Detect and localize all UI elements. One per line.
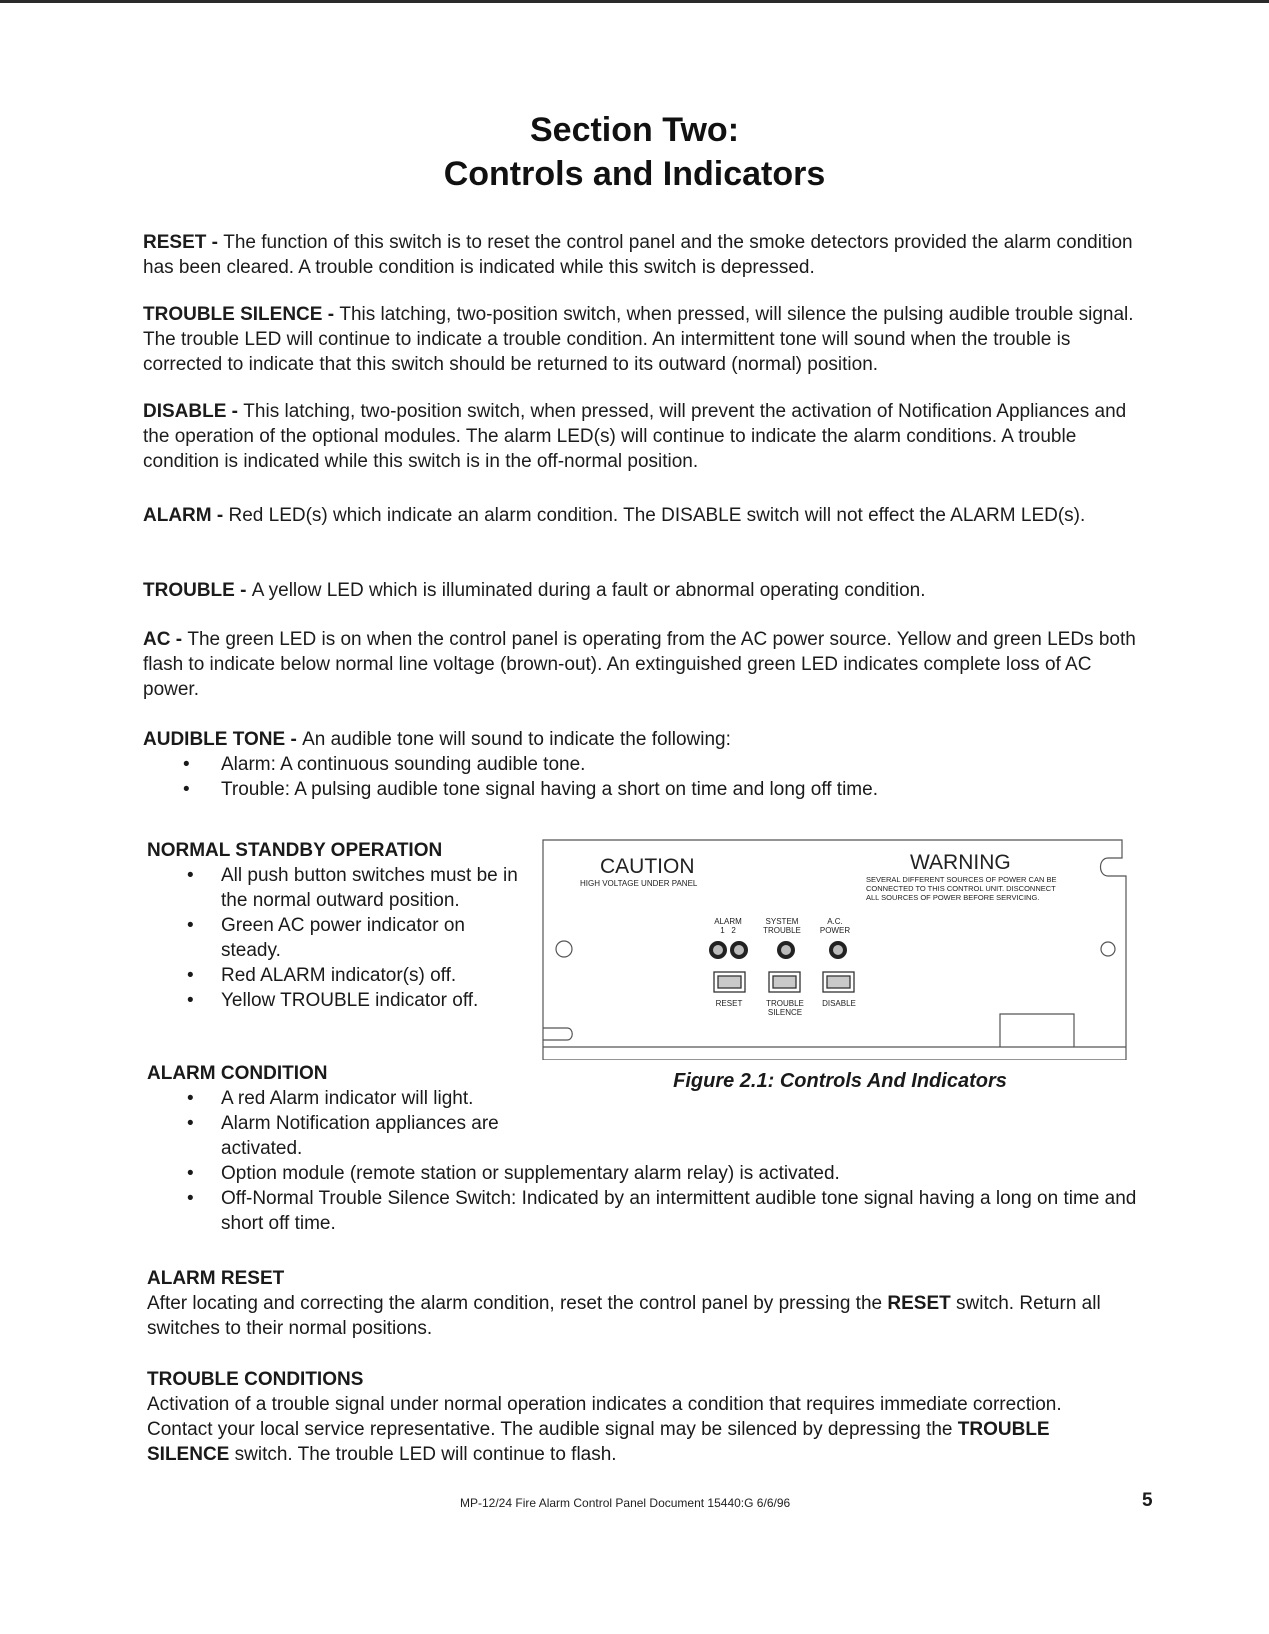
label-trouble: TROUBLE	[766, 999, 804, 1008]
footer: MP-12/24 Fire Alarm Control Panel Document 15440:G 6/6/96	[460, 1496, 791, 1510]
figure-caption: Figure 2.1: Controls And Indicators	[673, 1070, 1007, 1092]
label-system-trouble: TROUBLE	[763, 926, 801, 935]
entry-disable-text: This latching, two-position switch, when pressed, will prevent the activation of Notification Appliances and the operation of the optional modules. The alarm LED(s) will continue to indicate the alarm conditions. A trouble condition is indicated while this switch is in the off-normal position.	[143, 401, 1127, 472]
trouble-silence-bold: TROUBLE SILENCE	[147, 1419, 1050, 1465]
alarm-reset-section	[147, 1266, 1127, 1341]
alarm-condition-list-b	[147, 1161, 1147, 1236]
title-line-1: Section Two:	[529, 111, 740, 149]
trouble-silence-switch-face	[773, 976, 796, 988]
term-trouble: TROUBLE	[143, 580, 235, 601]
mounting-hole-right	[1101, 942, 1115, 956]
disable-switch-face	[827, 976, 850, 988]
alarm-reset-text: After locating and correcting the alarm condition, reset the control panel by pressing the RESET switch. Return all switches to their normal positions.	[147, 1293, 1101, 1339]
page-number: 5	[1142, 1490, 1153, 1511]
system-trouble-led-icon	[779, 943, 793, 957]
list-item: • Yellow TROUBLE indicator off.	[147, 988, 527, 1013]
audible-tone-intro: AUDIBLE TONE - An audible tone will sound to indicate the following:	[143, 729, 731, 750]
label-alarm-nums: 1 2	[720, 926, 736, 935]
title-line-2: Controls and Indicators	[443, 155, 826, 193]
alarm-condition-list-a	[147, 1086, 547, 1161]
label-system: SYSTEM	[765, 917, 799, 926]
alarm-condition-section	[147, 1061, 547, 1161]
term-audible-tone: AUDIBLE TONE	[143, 729, 286, 750]
label-silence: SILENCE	[767, 1008, 803, 1017]
entry-trouble-silence-text: This latching, two-position switch, when pressed, will silence the pulsing audible trouble signal. The trouble LED will continue to indicate a trouble condition. An intermittent tone will sound when the trouble is corrected to indicate that this switch should be returned to its outward (normal) position.	[143, 304, 1134, 375]
entry-trouble: TROUBLE - A yellow LED which is illuminated during a fault or abnormal operating condition.	[143, 580, 926, 601]
list-item: • Green AC power indicator on steady.	[147, 913, 527, 963]
mounting-hole-left	[556, 941, 572, 957]
ac-power-led-icon	[831, 943, 845, 957]
entry-alarm: ALARM - Red LED(s) which indicate an alarm condition. The DISABLE switch will not effect the ALARM LED(s).	[143, 505, 1086, 526]
list-item: • Alarm: A continuous sounding audible tone.	[143, 752, 1143, 777]
audible-tone-section	[143, 727, 1143, 802]
trouble-conditions-section	[147, 1367, 1127, 1467]
warning-title: WARNING	[910, 851, 1011, 874]
alarm-reset-heading: ALARM RESET	[147, 1268, 285, 1289]
entry-reset-text: The function of this switch is to reset the control panel and the smoke detectors provided the alarm condition has been cleared. A trouble condition is indicated while this switch is depressed.	[143, 232, 1133, 278]
reset-bold: RESET	[887, 1293, 951, 1314]
trouble-conditions-heading: TROUBLE CONDITIONS	[147, 1369, 364, 1390]
entry-ac: AC - The green LED is on when the control panel is operating from the AC power source. Yellow and green LEDs both flash to indicate below normal line voltage (brown-out). An extinguished green LED indicates complete loss of AC power.	[143, 629, 1136, 700]
list-item: • Off-Normal Trouble Silence Switch: Indicated by an intermittent audible tone signal having a long on time and short off time.	[147, 1186, 1147, 1236]
label-reset: RESET	[715, 999, 743, 1008]
audible-tone-list	[143, 752, 1143, 802]
alarm-condition-heading: ALARM CONDITION	[147, 1063, 328, 1084]
entry-trouble-text: A yellow LED which is illuminated during a fault or abnormal operating condition.	[251, 580, 926, 601]
warning-line-1: SEVERAL DIFFERENT SOURCES OF POWER CAN BE	[866, 875, 1057, 884]
warning-line-3: ALL SOURCES OF POWER BEFORE SERVICING.	[866, 893, 1040, 902]
term-alarm: ALARM	[143, 505, 212, 526]
alarm-condition-continued	[147, 1161, 1147, 1236]
audible-tone-text: An audible tone will sound to indicate the following:	[302, 729, 731, 750]
entry-disable: DISABLE - This latching, two-position switch, when pressed, will prevent the activation of Notification Appliances and the operation of the optional modules. The alarm LED(s) will continue to indicate the alarm conditions. A trouble condition is indicated while this switch is in the off-normal position.	[143, 401, 1127, 472]
label-alarm: ALARM	[714, 917, 742, 926]
warning-line-2: CONNECTED TO THIS CONTROL UNIT. DISCONNECT	[866, 884, 1056, 893]
caution-title: CAUTION	[600, 855, 695, 878]
list-item: • Trouble: A pulsing audible tone signal having a short on time and long off time.	[143, 777, 1143, 802]
list-item: • Red ALARM indicator(s) off.	[147, 963, 527, 988]
alarm-1-led-icon	[711, 943, 725, 957]
entry-ac-text: The green LED is on when the control panel is operating from the AC power source. Yellow and green LEDs both flash to indicate below normal line voltage (brown-out). An extinguished green LED indicates complete loss of AC power.	[143, 629, 1136, 700]
list-item: • A red Alarm indicator will light.	[147, 1086, 547, 1111]
normal-standby-section	[147, 838, 527, 1013]
term-reset: RESET	[143, 232, 207, 253]
entry-alarm-text: Red LED(s) which indicate an alarm condition. The DISABLE switch will not effect the ALARM LED(s).	[228, 505, 1086, 526]
top-border	[0, 0, 1269, 3]
alarm-2-led-icon	[732, 943, 746, 957]
label-disable: DISABLE	[822, 999, 856, 1008]
entry-reset: RESET - The function of this switch is to reset the control panel and the smoke detectors provided the alarm condition has been cleared. A trouble condition is indicated while this switch is depressed.	[143, 232, 1133, 278]
normal-standby-heading: NORMAL STANDBY OPERATION	[147, 840, 443, 861]
page-title	[0, 108, 1269, 196]
label-ac: A.C.	[827, 917, 843, 926]
caution-subtitle: HIGH VOLTAGE UNDER PANEL	[580, 879, 698, 888]
control-panel-figure	[540, 830, 1140, 1060]
list-item: • Option module (remote station or supplementary alarm relay) is activated.	[147, 1161, 1147, 1186]
reset-switch-face	[718, 976, 741, 988]
list-item: • Alarm Notification appliances are activated.	[147, 1111, 547, 1161]
term-trouble-silence: TROUBLE SILENCE	[143, 304, 323, 325]
label-ac-power: POWER	[819, 926, 851, 935]
term-disable: DISABLE	[143, 401, 227, 422]
entry-trouble-silence: TROUBLE SILENCE - This latching, two-position switch, when pressed, will silence the pulsing audible trouble signal. The trouble LED will continue to indicate a trouble condition. An intermittent tone will sound when the trouble is corrected to indicate that this switch should be returned to its outward (normal) position.	[143, 304, 1134, 375]
term-ac: AC	[143, 629, 171, 650]
normal-standby-list	[147, 863, 527, 1013]
panel-cutout	[1000, 1014, 1074, 1047]
list-item: • All push button switches must be in the normal outward position.	[147, 863, 527, 913]
trouble-conditions-text: Activation of a trouble signal under normal operation indicates a condition that requires immediate correction. Contact your local service representative. The audible signal may be silenced by depressing the TROUBLE SILENCE switch. The trouble LED will continue to flash.	[147, 1394, 1062, 1465]
